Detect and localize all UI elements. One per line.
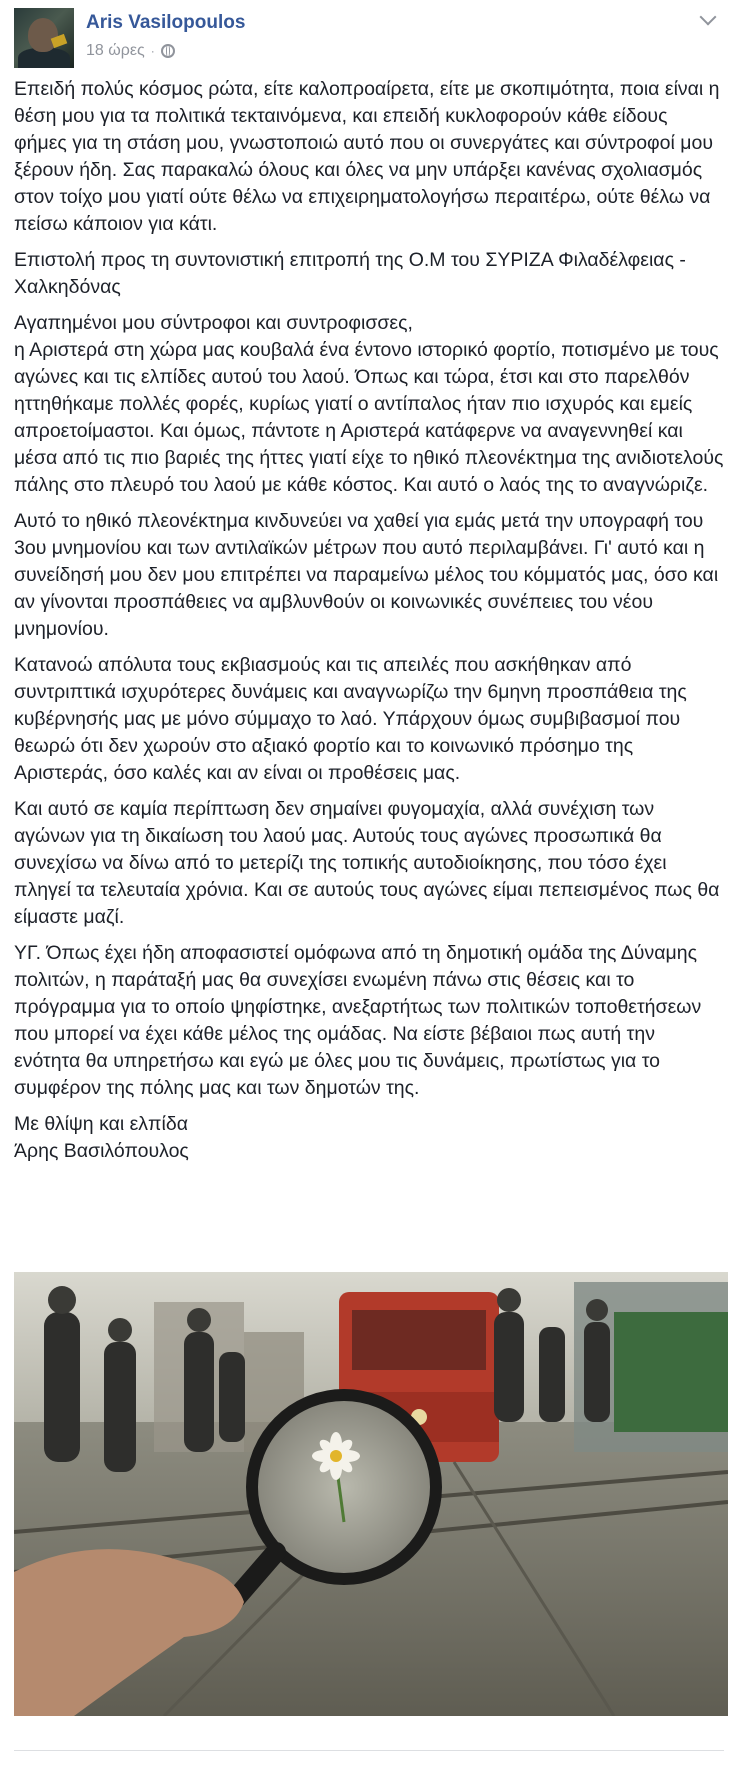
post-body (14, 76, 724, 1174)
post-paragraph-4: Αυτό το ηθικό πλεονέκτημα κινδυνεύει να χαθεί για εμάς μετά την υπογραφή του 3ου μνημονίου και των αντιλαϊκών μέτρων που αυτό περιλαμβάνει. Γι' αυτό και η συνείδησή μου δεν μου επιτρέπει να παραμείνω μέλος του κόμματός μας, όσο και αν γίνονται προσπάθειες να αμβλυνθούν οι κοινωνικές συνέπειες του νέου μνημονίου. (14, 510, 719, 640)
globe-icon[interactable] (161, 44, 175, 58)
post-paragraph-6: Και αυτό σε καμία περίπτωση δεν σημαίνει φυγομαχία, αλλά συνέχιση των αγώνων για τη δικαίωση του λαού μας. Αυτούς τους αγώνες προσωπικά θα συνεχίσω να δίνω από το μετερίζι της τοπικής αυτοδιοίκησης, που τόσο έχει πληγεί τα τελευταία χρόνια. Και σε αυτούς τους αγώνες είμαι πεπεισμένος πως θα είμαστε μαζί. (14, 798, 720, 928)
meta-separator: · (150, 44, 155, 58)
post-paragraph-3: Αγαπημένοι μου σύντροφοι και συντροφισσες, η Αριστερά στη χώρα μας κουβαλά ένα έντονο ιστορικό φορτίο, ποτισμένο με τους αγώνες και τις ελπίδες αυτού του λαού. Όπως και τώρα, έτσι και στο παρελθόν ηττηθήκαμε πολλές φορές, κυρίως γιατί ο αντίπαλος ήταν πιο ισχυρός και εμείς απροετοίμαστοι. Και όμως, πάντοτε η Αριστερά κατάφερνε να αναγεννηθεί και μέσα από τις πιο βαριές της ήττες γιατί είχε το ηθικό πλεονέκτημα της ανιδιοτελούς πάλης στο πλευρό του λαού με κάθε κόστος. Και αυτό ο λαός της το αναγνώριζε. (14, 312, 724, 496)
post-header (14, 8, 722, 70)
post-paragraph-7: ΥΓ. Όπως έχει ήδη αποφασιστεί ομόφωνα από τη δημοτική ομάδα της Δύναμης πολιτών, η παράταξή μας θα συνεχίσει ενωμένη πάνω στις θέσεις και το πρόγραμμα για το οποίο ψηφίστηκε, ανεξαρτήτως των πολιτικών τοποθετήσεων που μπορεί να έχει κάθε μέλος της ομάδας. Να είστε βέβαιοι πως αυτή την ενότητα θα υπηρετήσω και εγώ με όλες μου τις δυνάμεις, πρωτίστως για το συμφέρον της πόλης μας και των δημοτών της. (14, 942, 702, 1099)
post-paragraph-2: Επιστολή προς τη συντονιστική επιτροπή της Ο.Μ του ΣΥΡΙΖΑ Φιλαδέλφειας - Χαλκηδόνας (14, 249, 686, 298)
author-name[interactable]: Aris Vasilopoulos (86, 12, 246, 33)
post-signature: Με θλίψη και ελπίδα Άρης Βασιλόπουλος (14, 1113, 189, 1162)
chevron-down-icon[interactable] (696, 10, 720, 30)
avatar[interactable] (14, 8, 74, 68)
post-meta (86, 42, 175, 60)
post-photo[interactable] (14, 1272, 728, 1716)
divider (14, 1750, 724, 1751)
street-photo-illustration (14, 1272, 728, 1716)
post-paragraph-5: Κατανοώ απόλυτα τους εκβιασμούς και τις απειλές που ασκήθηκαν από συντριπτικά ισχυρότερες δυνάμεις και αναγνωρίζω την 6μηνη προσπάθεια της κυβέρνησής μας με μόνο σύμμαχο το λαό. Υπάρχουν όμως συμβιβασμοί που θεωρώ ότι δεν χωρούν στο αξιακό φορτίο και το κοινωνικό πρόσημο της Αριστεράς, όσο καλές και αν είναι οι προθέσεις μας. (14, 654, 687, 784)
post-paragraph-1: Επειδή πολύς κόσμος ρώτα, είτε καλοπροαίρετα, είτε με σκοπιμότητα, ποια είναι η θέση μου για τα πολιτικά τεκταινόμενα, και επειδή κυκλοφορούν κάθε είδους φήμες για τη στάση μου, γνωστοποιώ αυτό που οι συνεργάτες και σύντροφοί μου ξέρουν ήδη. Σας παρακαλώ όλους και όλες να μην υπάρξει κανένας σχολιασμός στον τοίχο μου γιατί ούτε θέλω να επιχειρηματολογήσω περαιτέρω, ούτε θέλω να πείσω κάποιον για κάτι. (14, 78, 720, 235)
timestamp[interactable]: 18 ώρες (86, 42, 145, 59)
